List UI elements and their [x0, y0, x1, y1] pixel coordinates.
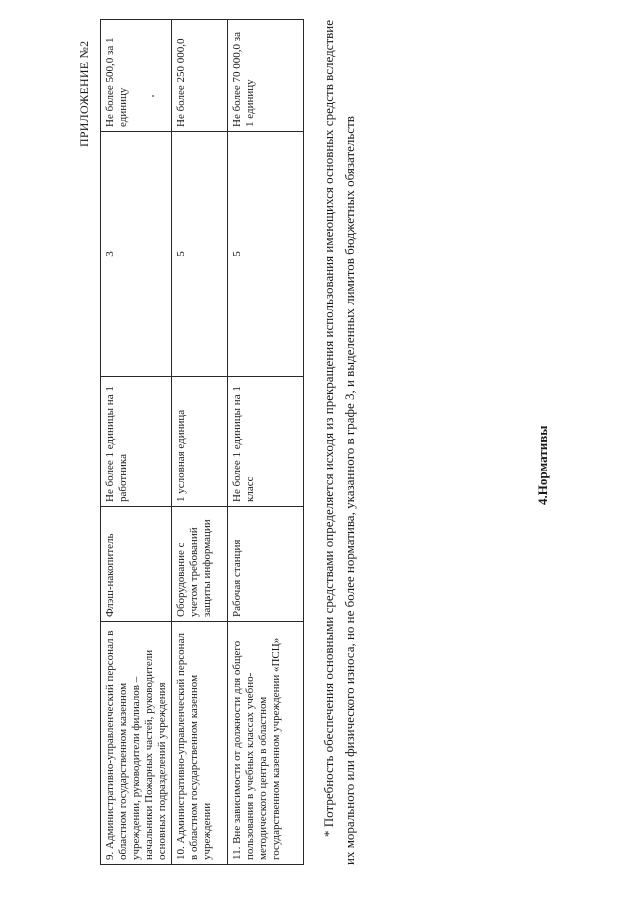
norms-table — [100, 19, 304, 865]
quantity-cell: 1 условная единица — [172, 377, 228, 507]
section-title: 4.Нормативы — [535, 425, 550, 505]
life-cell: 5 — [172, 132, 228, 377]
appendix-label: ПРИЛОЖЕНИЕ №2 — [77, 40, 91, 147]
position-cell: 10. Административно-управленческий персонал в областном государственном казенном учреждении — [172, 622, 228, 865]
price-cell: Не более 500,0 за 1 единицу — [101, 20, 172, 132]
position-cell: 9. Административно-управленческий персонал в областном государственном казенном учреждении, руководители филиалов – начальники Пожарных частей, руководители основных подразделений учреждения — [101, 622, 172, 865]
item-cell: Флэш-накопитель — [101, 507, 172, 622]
life-cell: 3 — [101, 132, 172, 377]
life-cell: 5 — [228, 132, 304, 377]
quantity-cell: Не более 1 единицы на 1 работника — [101, 377, 172, 507]
table-row — [172, 20, 228, 865]
table-row — [228, 20, 304, 865]
item-cell: Рабочая станция — [228, 507, 304, 622]
quantity-cell: Не более 1 единицы на 1 класс — [228, 377, 304, 507]
table-row — [101, 20, 172, 865]
footnote: * Потребность обеспечения основными средствами определяется исходя из прекращения использования имеющихся основных средств вследствие их морального или физического износа, но не более норматива, указанного в графе 3, и выделенных лимитов бюджетных обязательств — [321, 20, 357, 865]
price-cell: Не более 250 000,0 — [172, 20, 228, 132]
price-cell: Не более 70 000,0 за 1 единицу — [228, 20, 304, 132]
item-cell: Оборудование с учетом требований защиты информации — [172, 507, 228, 622]
position-cell: 11. Вне зависимости от должности для общего пользования в учебных классах учебно-методического центра в областном государственном казенном учреждении «ПСЦ» — [228, 622, 304, 865]
